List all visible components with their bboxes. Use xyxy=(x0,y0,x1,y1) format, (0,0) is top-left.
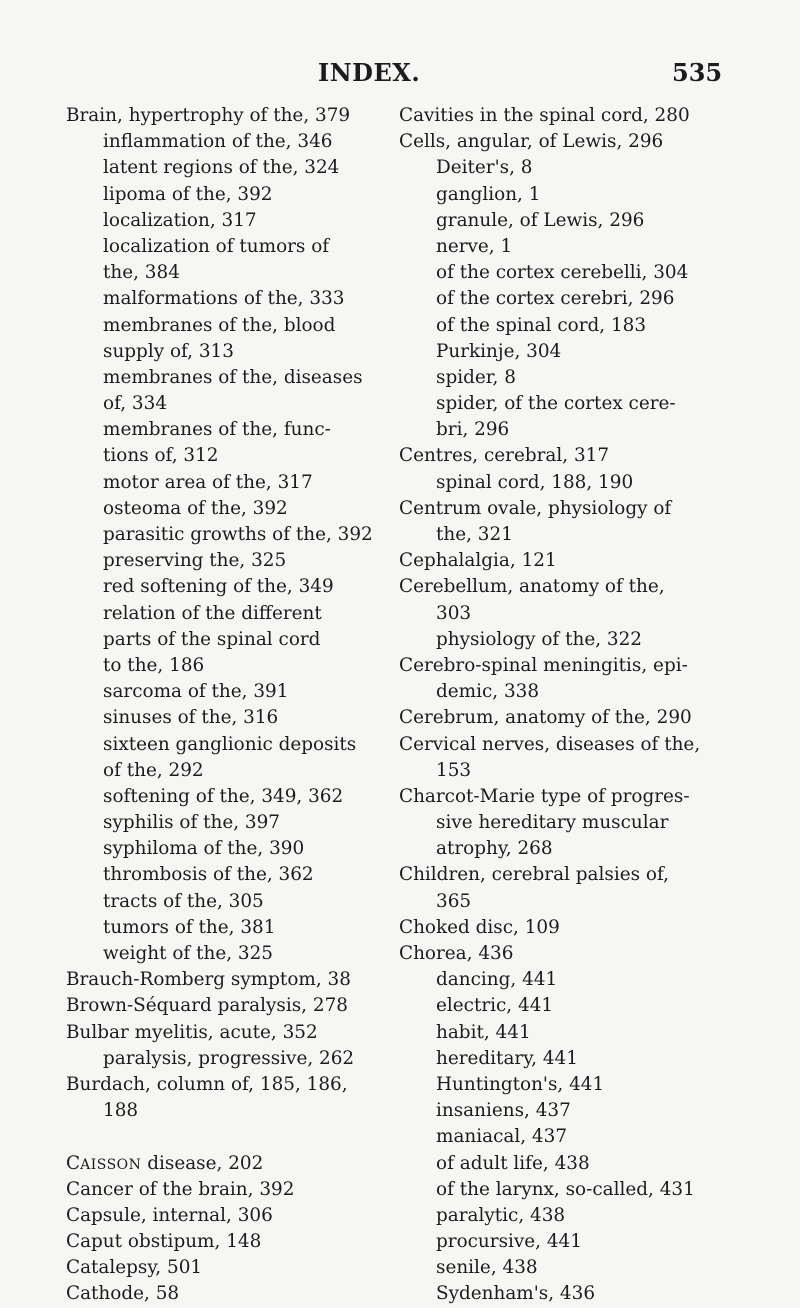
index-subentry: sinuses of the, 316 xyxy=(103,707,279,729)
index-entry: Brown-Séquard paralysis, 278 xyxy=(66,995,348,1017)
index-subentry: tracts of the, 305 xyxy=(103,890,264,912)
index-subentry: procursive, 441 xyxy=(436,1231,582,1253)
index-subentry: paralytic, 438 xyxy=(436,1204,566,1226)
index-subentry: physiology of the, 322 xyxy=(436,628,642,650)
index-entry: Children, cerebral palsies of, xyxy=(399,864,669,886)
index-subentry: latent regions of the, 324 xyxy=(103,157,340,179)
index-subentry: hereditary, 441 xyxy=(436,1047,578,1069)
index-subentry: paralysis, progressive, 262 xyxy=(103,1047,355,1069)
index-subentry: membranes of the, diseases xyxy=(103,366,363,388)
index-entry: Cervical nerves, diseases of the, xyxy=(399,733,701,755)
index-subentry: spider, of the cortex cere- xyxy=(436,393,676,415)
entry-tail: disease, 202 xyxy=(141,1152,264,1174)
index-subentry: spider, 8 xyxy=(436,366,516,388)
index-subentry: 153 xyxy=(436,759,472,781)
index-entry: Catalepsy, 501 xyxy=(66,1257,203,1279)
index-subentry: Deiter's, 8 xyxy=(436,157,533,179)
index-subentry: motor area of the, 317 xyxy=(103,471,313,493)
index-entry: Cerebellum, anatomy of the, xyxy=(399,576,665,598)
index-entry: Cancer of the brain, 392 xyxy=(66,1178,295,1200)
index-subentry: weight of the, 325 xyxy=(103,943,273,964)
index-entry: Cells, angular, of Lewis, 296 xyxy=(399,131,664,153)
index-entry: Choked disc, 109 xyxy=(399,916,560,938)
index-subentry: localization of tumors of xyxy=(103,235,330,257)
index-entry: Centrum ovale, physiology of xyxy=(399,497,672,519)
index-subentry: maniacal, 437 xyxy=(436,1126,568,1148)
index-entry: Centres, cerebral, 317 xyxy=(399,445,610,467)
index-subentry: preserving the, 325 xyxy=(103,550,287,572)
index-subentry: Purkinje, 304 xyxy=(436,340,562,362)
index-subentry: sive hereditary muscular xyxy=(436,812,669,834)
index-entry xyxy=(66,1151,396,1177)
index-column-right xyxy=(399,103,743,1308)
index-entry: Cathode, 58 xyxy=(66,1283,180,1305)
index-entry: Charcot-Marie type of progres- xyxy=(399,785,690,807)
index-subentry: lipoma of the, 392 xyxy=(103,183,273,205)
index-subentry: granule, of Lewis, 296 xyxy=(436,209,645,231)
index-entry: Cavities in the spinal cord, 280 xyxy=(399,105,690,126)
running-head: INDEX. xyxy=(318,58,421,87)
index-subentry: Sydenham's, 436 xyxy=(436,1283,596,1305)
index-subentry: sixteen ganglionic deposits xyxy=(103,733,357,755)
index-subentry: thrombosis of the, 362 xyxy=(103,864,314,886)
index-subentry: of the larynx, so-called, 431 xyxy=(436,1178,695,1200)
index-subentry: atrophy, 268 xyxy=(436,838,553,860)
index-entry: Cerebro-spinal meningitis, epi- xyxy=(399,654,688,676)
index-subentry: of the, 292 xyxy=(103,759,204,781)
index-subentry: relation of the different xyxy=(103,602,322,624)
index-entry: Caput obstipum, 148 xyxy=(66,1231,262,1253)
index-entry: Burdach, column of, 185, 186, xyxy=(66,1073,348,1095)
index-subentry: nerve, 1 xyxy=(436,235,513,257)
index-subentry: parts of the spinal cord xyxy=(103,628,321,650)
index-subentry: of the spinal cord, 183 xyxy=(436,314,647,336)
index-entry: Chorea, 436 xyxy=(399,943,514,964)
index-subentry: electric, 441 xyxy=(436,995,554,1017)
index-subentry: of adult life, 438 xyxy=(436,1152,590,1174)
index-subentry: dancing, 441 xyxy=(436,969,558,991)
index-subentry: insaniens, 437 xyxy=(436,1100,571,1122)
index-entry: Brain, hypertrophy of the, 379 xyxy=(66,105,351,126)
index-subentry: localization, 317 xyxy=(103,209,257,231)
index-subentry: tumors of the, 381 xyxy=(103,916,276,938)
index-subentry: senile, 438 xyxy=(436,1257,538,1279)
smallcaps-initial: C xyxy=(66,1152,81,1174)
index-subentry: Huntington's, 441 xyxy=(436,1073,605,1095)
index-subentry: 303 xyxy=(436,602,472,624)
index-subentry: malformations of the, 333 xyxy=(103,288,345,310)
index-subentry: tions of, 312 xyxy=(103,445,219,467)
index-subentry: softening of the, 349, 362 xyxy=(103,785,344,807)
index-subentry: the, 384 xyxy=(103,262,180,284)
index-subentry: of, 334 xyxy=(103,393,168,415)
index-gap xyxy=(66,1124,396,1150)
index-subentry: supply of, 313 xyxy=(103,340,234,362)
index-entry: Bulbar myelitis, acute, 352 xyxy=(66,1021,318,1043)
index-subentry: sarcoma of the, 391 xyxy=(103,681,289,703)
index-subentry: of the cortex cerebri, 296 xyxy=(436,288,675,310)
index-entry: Brauch-Romberg symptom, 38 xyxy=(66,969,351,991)
index-subentry: membranes of the, blood xyxy=(103,314,336,336)
index-subentry: membranes of the, func- xyxy=(103,419,331,441)
index-subentry: spinal cord, 188, 190 xyxy=(436,471,634,493)
index-entry: Capsule, internal, 306 xyxy=(66,1204,273,1226)
index-subentry: red softening of the, 349 xyxy=(103,576,334,598)
page-header xyxy=(0,58,800,94)
index-subentry: 365 xyxy=(436,890,472,912)
index-subentry: inflammation of the, 346 xyxy=(103,131,333,153)
index-subentry: syphiloma of the, 390 xyxy=(103,838,305,860)
index-subentry: syphilis of the, 397 xyxy=(103,812,281,834)
index-subentry: parasitic growths of the, 392 xyxy=(103,524,373,545)
index-subentry: ganglion, 1 xyxy=(436,183,541,205)
index-column-left xyxy=(66,103,396,1308)
index-subentry: demic, 338 xyxy=(436,681,540,703)
index-subentry: the, 321 xyxy=(436,524,513,545)
index-subentry: habit, 441 xyxy=(436,1021,531,1043)
index-subentry: of the cortex cerebelli, 304 xyxy=(436,262,689,284)
index-subentry: osteoma of the, 392 xyxy=(103,497,288,519)
index-entry: Cerebrum, anatomy of the, 290 xyxy=(399,707,692,729)
index-subentry: to the, 186 xyxy=(103,654,205,676)
smallcaps-rest: AISSON xyxy=(80,1156,142,1173)
index-subentry: 188 xyxy=(103,1100,139,1122)
page-number: 535 xyxy=(672,58,723,87)
index-subentry: bri, 296 xyxy=(436,419,510,441)
index-entry: Cephalalgia, 121 xyxy=(399,550,557,572)
